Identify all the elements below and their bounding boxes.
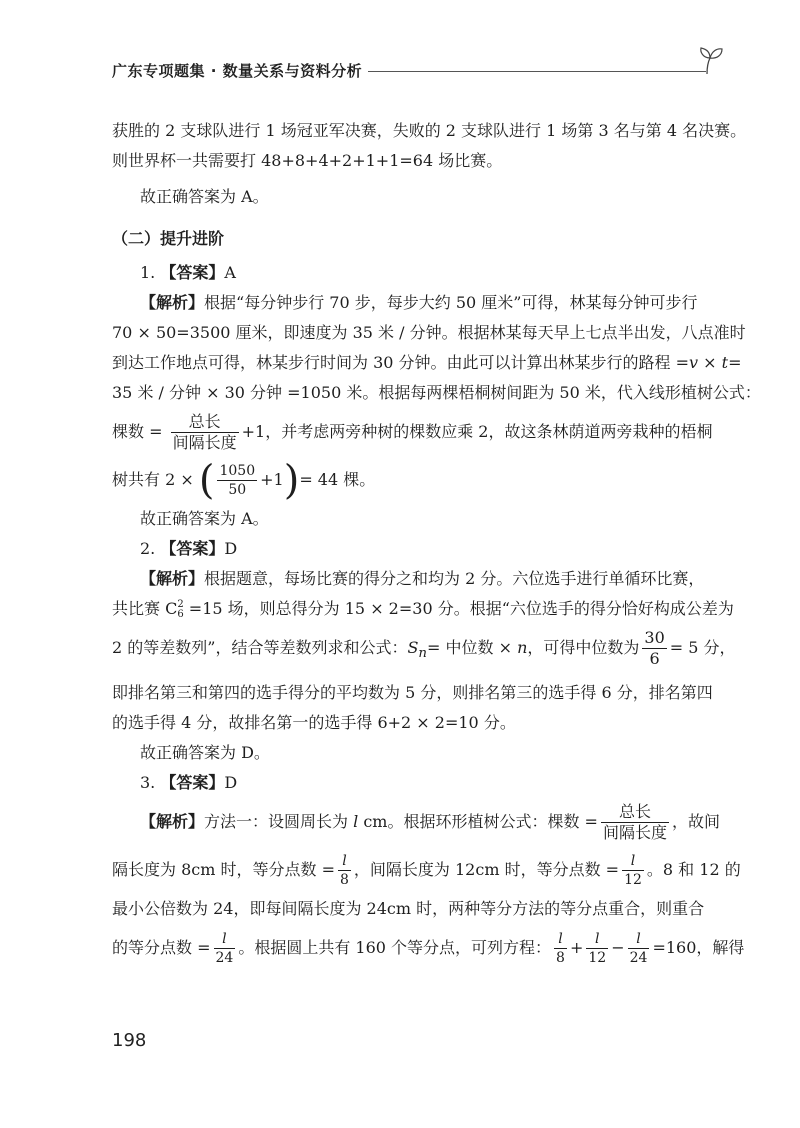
formula-line (112, 924, 745, 972)
text-span: +1 (260, 470, 284, 489)
fraction-numerator: 1050 (219, 462, 256, 479)
text-span: 根据题意，每场比赛的得分之和均为 2 分。六位选手进行单循环比赛， (204, 569, 705, 588)
question-answer-2 (112, 534, 706, 564)
fraction-numerator: l (636, 931, 641, 948)
fraction (642, 629, 666, 669)
variable: t (721, 353, 729, 372)
fraction (622, 853, 644, 888)
text-line: 70 × 50=3500 厘米，即速度为 35 米 / 分钟。根据林某每天早上七点半出发，八点准时 (112, 323, 746, 342)
variable: n (517, 638, 528, 657)
text-line (112, 594, 734, 624)
answer-value: D (224, 773, 238, 793)
text-span: = 中位数 × (427, 638, 518, 657)
text-line: 即排名第三和第四的选手得分的平均数为 5 分，则排名第三的选手得 6 分，排名第四 (112, 683, 713, 703)
fraction (338, 853, 351, 888)
text-span: cm。根据环形植树公式：棵数 = (358, 812, 598, 832)
question-number: 3. (140, 773, 156, 793)
superscript: 2 (177, 598, 184, 610)
answer-line: 故正确答案为 A。 (140, 187, 269, 206)
operator: + (569, 938, 584, 958)
header-rule (368, 71, 706, 72)
fraction-denominator: 12 (588, 950, 607, 967)
fraction-denominator: 间隔长度 (602, 823, 667, 843)
question-answer-1 (112, 258, 706, 288)
analysis-line (112, 798, 720, 846)
formula-line (112, 624, 736, 678)
fraction (214, 931, 236, 966)
fraction-denominator: 6 (642, 648, 666, 668)
book-title: 广东专项题集 · 数量关系与资料分析 (112, 62, 363, 80)
fraction-numerator: l (558, 931, 563, 948)
text-span: 隔长度为 8cm 时，等分点数 = (112, 860, 335, 880)
analysis-label: 【解析】 (140, 569, 205, 588)
question-answer-3 (112, 768, 706, 798)
text-span: ，间隔长度为 12cm 时，等分点数 = (353, 860, 620, 880)
subscript: 6 (177, 608, 184, 620)
text-span: = 5 分， (669, 638, 736, 657)
text-span: 的等分点数 = (112, 938, 211, 958)
answer-label: 【答案】 (160, 539, 225, 558)
text-span: 。根据圆上共有 160 个等分点，可列方程： (238, 938, 552, 958)
answer-value: D (224, 539, 238, 558)
running-header (112, 60, 722, 84)
formula-line (112, 408, 713, 456)
fraction-numerator: l (342, 853, 347, 870)
fraction-denominator: 8 (556, 950, 565, 967)
text-span: 2 的等差数列”，结合等差数列求和公式： (112, 638, 408, 657)
fraction-numerator: l (222, 931, 227, 948)
right-paren: ) (283, 457, 300, 504)
variable: v (689, 353, 699, 372)
question-number: 2. (140, 539, 156, 558)
text-span: ，可得中位数为 (527, 638, 640, 657)
text-span: = 44 棵。 (299, 470, 376, 489)
fraction-numerator: l (630, 853, 636, 870)
text-span: 到达工作地点可得，林某步行时间为 30 分钟。由此可以计算出林某步行的路程 = (112, 353, 690, 372)
formula-line (112, 456, 706, 504)
answer-value: A (224, 263, 236, 282)
analysis-line (112, 288, 706, 318)
text-span: 共比赛 C (112, 599, 178, 618)
formula-line (112, 846, 741, 894)
fraction (586, 931, 608, 966)
text-line: 35 米 / 分钟 × 30 分钟 =1050 米。根据每两棵梧桐树间距为 50 米，代入线形植树公式： (112, 383, 761, 402)
analysis-label: 【解析】 (140, 293, 205, 312)
section-title: （二）提升进阶 (112, 229, 225, 248)
left-paren: ( (198, 457, 215, 504)
fraction-denominator: 24 (629, 950, 648, 967)
text-span: =160，解得 (652, 938, 745, 958)
text-span: 根据“每分钟步行 70 步，每步大约 50 厘米”可得，林某每分钟可步行 (204, 293, 698, 312)
question-number: 1. (140, 263, 156, 282)
fraction-denominator: 50 (217, 480, 257, 498)
answer-label: 【答案】 (160, 263, 225, 282)
fraction (171, 413, 239, 453)
analysis-line (112, 564, 706, 594)
text-span: 方法一：设圆周长为 (204, 812, 354, 832)
fraction-numerator: 总长 (188, 411, 221, 431)
answer-line: 故正确答案为 D。 (140, 743, 270, 763)
text-line: 获胜的 2 支球队进行 1 场冠亚军决赛，失败的 2 支球队进行 1 场第 3 名与第 4 名决赛。 (112, 121, 747, 140)
text-span: ，故间 (671, 812, 720, 832)
sprout-icon (698, 46, 724, 76)
text-line: 最小公倍数为 24，即每间隔长度为 24cm 时，两种等分方法的等分点重合，则重合 (112, 899, 705, 919)
variable-subscript: n (418, 646, 428, 662)
fraction-denominator: 8 (339, 872, 349, 889)
fraction-denominator: 间隔长度 (172, 433, 237, 452)
fraction-denominator: 12 (624, 872, 642, 889)
fraction (628, 931, 650, 966)
text-span: × (698, 353, 722, 372)
fraction-numerator: l (595, 931, 600, 948)
text-span: 。8 和 12 的 (646, 860, 741, 880)
text-line: 的选手得 4 分，故排名第一的选手得 6+2 × 2=10 分。 (112, 713, 516, 733)
fraction (217, 463, 257, 498)
fraction (554, 931, 567, 966)
text-span: +1，并考虑两旁种树的棵数应乘 2，故这条林荫道两旁栽种的梧桐 (241, 422, 713, 441)
text-line: 则世界杯一共需要打 48+8+4+2+1+1=64 场比赛。 (112, 151, 503, 170)
operator: − (611, 938, 625, 958)
fraction-numerator: 总长 (618, 801, 651, 821)
answer-label: 【答案】 (160, 773, 225, 793)
fraction (601, 803, 669, 843)
fraction-denominator: 24 (215, 950, 234, 967)
variable: S (407, 638, 419, 657)
page-content (112, 116, 761, 972)
variable: l (353, 812, 359, 832)
fraction-numerator: 30 (644, 627, 665, 647)
text-line (112, 348, 742, 378)
text-span: 树共有 2 × (112, 470, 194, 489)
page-number: 198 (112, 1030, 147, 1051)
text-span: 棵数 = (112, 422, 163, 441)
answer-line: 故正确答案为 A。 (140, 509, 269, 528)
analysis-label: 【解析】 (140, 812, 205, 832)
text-span: =15 场，则总得分为 15 × 2=30 分。根据“六位选手的得分恰好构成公差为 (183, 599, 734, 618)
text-span: = (728, 353, 742, 372)
